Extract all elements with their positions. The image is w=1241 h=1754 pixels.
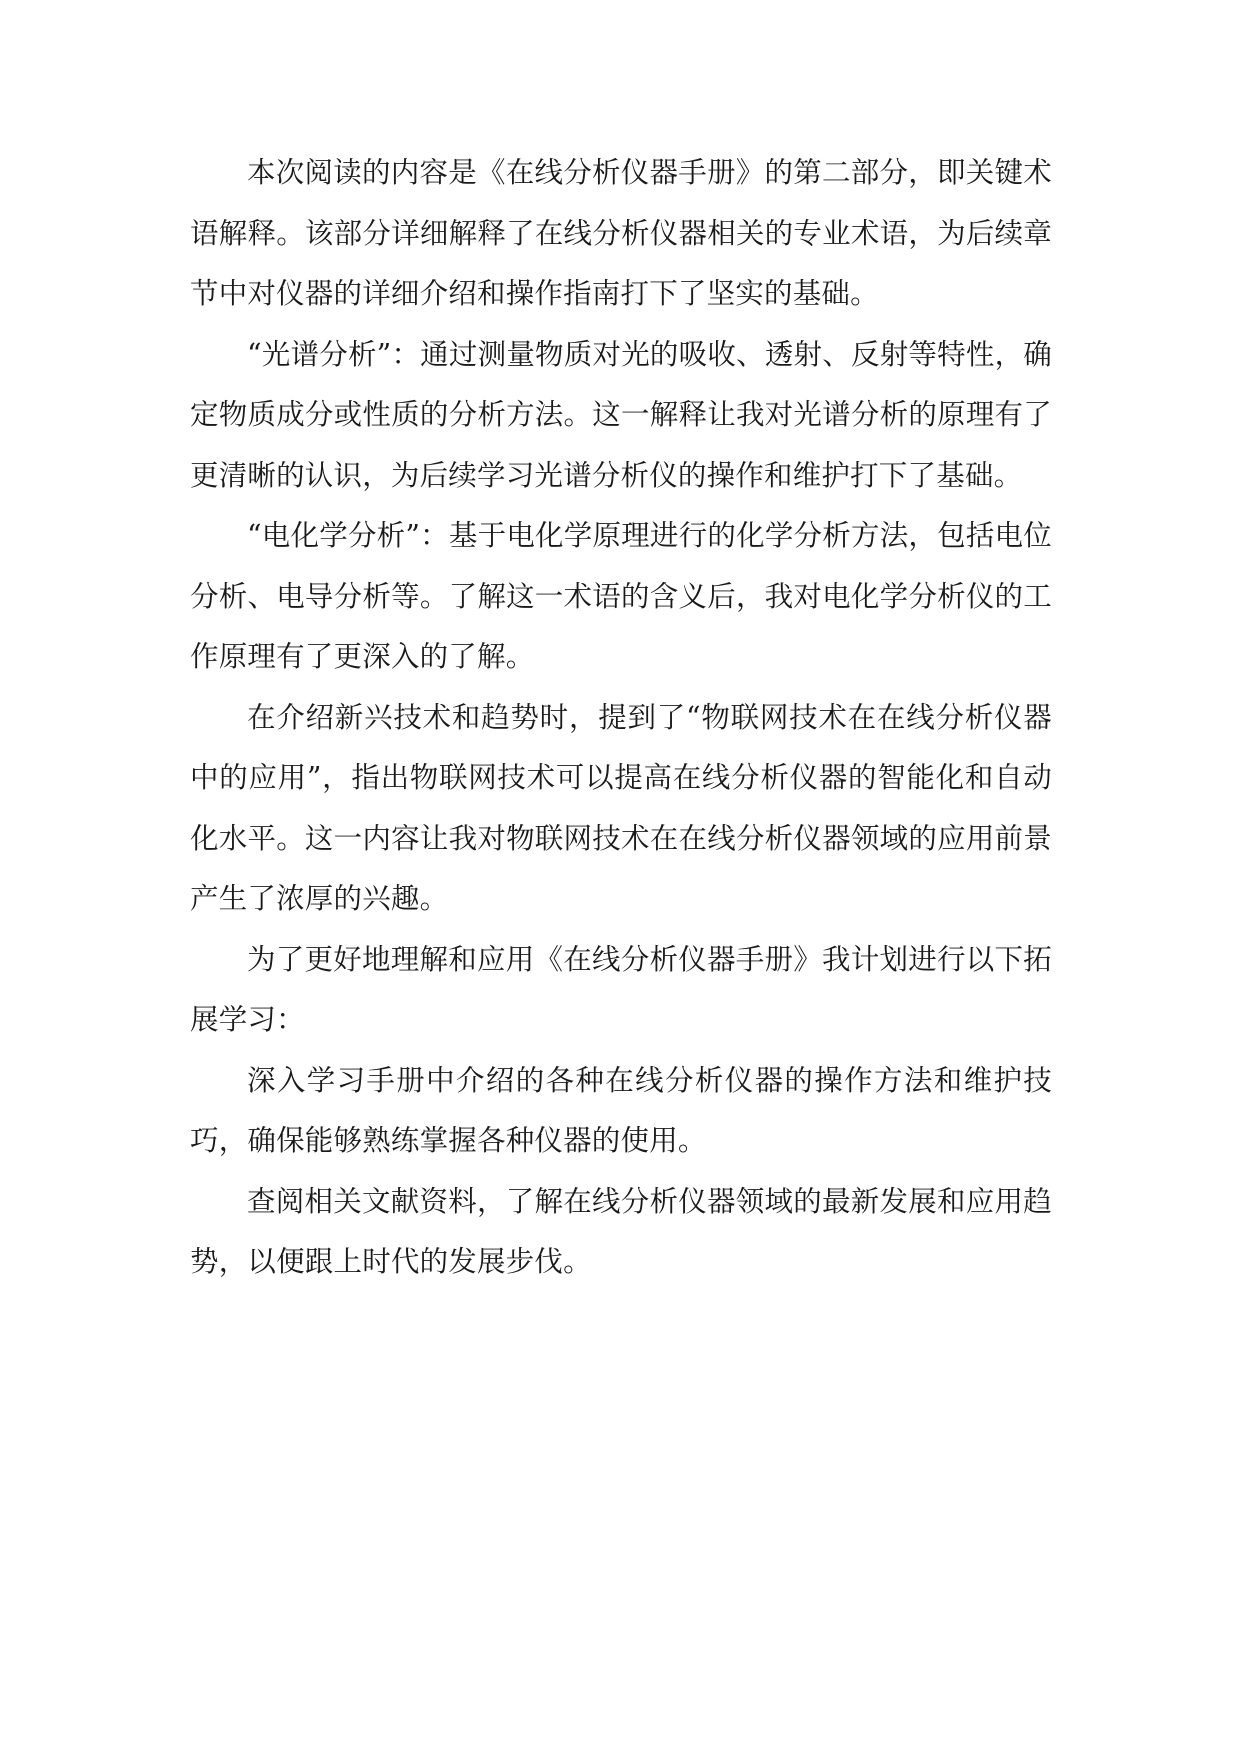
paragraph-study-operation-methods: 深入学习手册中介绍的各种在线分析仪器的操作方法和维护技巧，确保能够熟练掌握各种仪器的使用。 [190, 1063, 1052, 1157]
paragraph-iot-technology: 在介绍新兴技术和趋势时，提到了“物联网技术在在线分析仪器中的应用”，指出物联网技术可以提高在线分析仪器的智能化和自动化水平。这一内容让我对物联网技术在在线分析仪器领域的应用前景产生了浓厚的兴趣。 [190, 700, 1052, 915]
paragraph-spectral-analysis: “光谱分析”：通过测量物质对光的吸收、透射、反射等特性，确定物质成分或性质的分析方法。这一解释让我对光谱分析的原理有了更清晰的认识，为后续学习光谱分析仪的操作和维护打下了基础。 [190, 337, 1052, 492]
paragraph-literature-review: 查阅相关文献资料，了解在线分析仪器领域的最新发展和应用趋势，以便跟上时代的发展步伐。 [190, 1184, 1052, 1278]
paragraph-electrochemical-analysis: “电化学分析”：基于电化学原理进行的化学分析方法，包括电位分析、电导分析等。了解这一术语的含义后，我对电化学分析仪的工作原理有了更深入的了解。 [190, 519, 1052, 673]
paragraph-key-terms-intro: 本次阅读的内容是《在线分析仪器手册》的第二部分，即关键术语解释。该部分详细解释了在线分析仪器相关的专业术语，为后续章节中对仪器的详细介绍和操作指南打下了坚实的基础。 [190, 156, 1052, 310]
paragraph-extended-learning-plan: 为了更好地理解和应用《在线分析仪器手册》我计划进行以下拓展学习： [190, 942, 1052, 1036]
document-body [190, 143, 1052, 1293]
